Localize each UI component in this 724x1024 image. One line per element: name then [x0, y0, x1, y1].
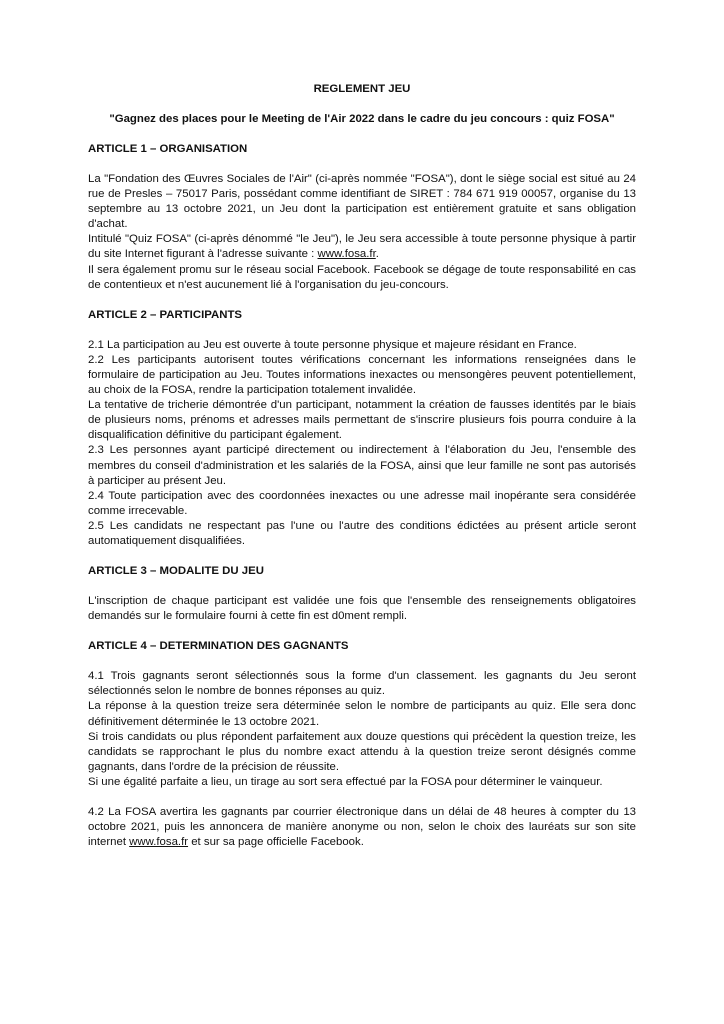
article-2-paragraph-1: 2.1 La participation au Jeu est ouverte à toute personne physique et majeure résidant en France.	[88, 338, 577, 351]
article-4-heading: ARTICLE 4 – DETERMINATION DES GAGNANTS	[88, 640, 349, 653]
fosa-website-link-2[interactable]: www.fosa.fr	[129, 836, 189, 849]
article-2-heading: ARTICLE 2 – PARTICIPANTS	[88, 308, 242, 321]
article-3-body	[88, 594, 636, 624]
article-4-section-1	[88, 669, 636, 790]
article-1-paragraph-1: La "Fondation des Œuvres Sociales de l'Air" (ci-après nommée "FOSA"), dont le siège social est situé au 24 rue de Presles – 75017 Paris, possédant comme identifiant de SIRET : 784 671 919 00057, organise du 13 septembre au 13 octobre 2021, un Jeu dont la participation est entièrement gratuite et sans obligation d'achat.	[88, 173, 636, 231]
article-4-paragraph-4: Si une égalité parfaite a lieu, un tirage au sort sera effectué par la FOSA pour déterminer le vainqueur.	[88, 775, 603, 788]
article-1-body	[88, 172, 636, 293]
article-2-paragraph-6: 2.5 Les candidats ne respectant pas l'une ou l'autre des conditions édictées au présent article seront automatiquement disqualifiées.	[88, 519, 636, 547]
article-1-paragraph-2	[88, 232, 636, 262]
article-4-paragraph-2: La réponse à la question treize sera déterminée selon le nombre de participants au quiz. Elle sera donc définitivement déterminée le 13 octobre 2021.	[88, 700, 636, 728]
article-1-heading: ARTICLE 1 – ORGANISATION	[88, 143, 248, 155]
article-2-paragraph-2: 2.2 Les participants autorisent toutes vérifications concernant les informations renseignées dans le formulaire de participation au Jeu. Toutes informations inexactes ou mensongères peuvent potentiellement, au choix de la FOSA, rendre la participation totalement invalidée.	[88, 353, 636, 397]
article-3-paragraph-1: L'inscription de chaque participant est validée une fois que l'ensemble des renseignements obligatoires demandés sur le formulaire fourni à cette fin est d0ment rempli.	[88, 595, 636, 623]
fosa-website-link[interactable]: www.fosa.fr	[317, 248, 376, 261]
document-body	[88, 82, 636, 865]
document-title: REGLEMENT JEU	[313, 83, 411, 95]
article-4-paragraph-1: 4.1 Trois gagnants seront sélectionnés sous la forme d'un classement. les gagnants du Jeu seront sélectionnés selon le nombre de bonnes réponses au quiz.	[88, 670, 636, 698]
document-subtitle: "Gagnez des places pour le Meeting de l'Air 2022 dans le cadre du jeu concours : quiz FOSA"	[109, 113, 615, 125]
article-3-heading: ARTICLE 3 – MODALITE DU JEU	[88, 565, 264, 578]
article-2-paragraph-5: 2.4 Toute participation avec des coordonnées inexactes ou une adresse mail inopérante sera considérée comme irrecevable.	[88, 489, 636, 517]
article-4-section-2	[88, 805, 636, 850]
article-1-paragraph-2-end: .	[375, 248, 379, 261]
article-4-paragraph-5-text: 4.2 La FOSA avertira les gagnants par courrier électronique dans un délai de 48 heures à compter du 13 octobre 2021, puis les annoncera de manière anonyme ou non, selon le choix des lauréats sur son site internet	[88, 806, 636, 849]
article-1-paragraph-2-text: Intitulé "Quiz FOSA" (ci-après dénommé "le Jeu"), le Jeu sera accessible à toute personne physique à partir du site Internet figurant à l'adresse suivante :	[88, 233, 636, 261]
article-4-paragraph-5	[88, 805, 636, 850]
article-2-body	[88, 338, 636, 549]
article-2-paragraph-3: La tentative de tricherie démontrée d'un participant, notamment la création de fausses identités par le biais de plusieurs noms, prénoms et adresses mails permettant de s'inscrire plusieurs fois pourra conduire à la disqualification définitive du participant également.	[88, 399, 636, 442]
article-4-paragraph-5-end: et sur sa page officielle Facebook.	[188, 836, 364, 849]
article-4-paragraph-3: Si trois candidats ou plus répondent parfaitement aux douze questions qui précèdent la question treize, les candidats se rapprochant le plus du nombre exact attendu à la question treize seront désignés comme gagnants, dans l'ordre de la précision de réussite.	[88, 730, 636, 773]
article-1-paragraph-3: Il sera également promu sur le réseau social Facebook. Facebook se dégage de toute responsabilité en cas de contentieux et n'est aucunement lié à l'organisation du jeu-concours.	[88, 263, 636, 291]
article-2-paragraph-4: 2.3 Les personnes ayant participé directement ou indirectement à l'élaboration du Jeu, l'ensemble des membres du conseil d'administration et les salariés de la FOSA, ainsi que leur famille ne sont pas autorisés à participer au présent Jeu.	[88, 444, 636, 487]
